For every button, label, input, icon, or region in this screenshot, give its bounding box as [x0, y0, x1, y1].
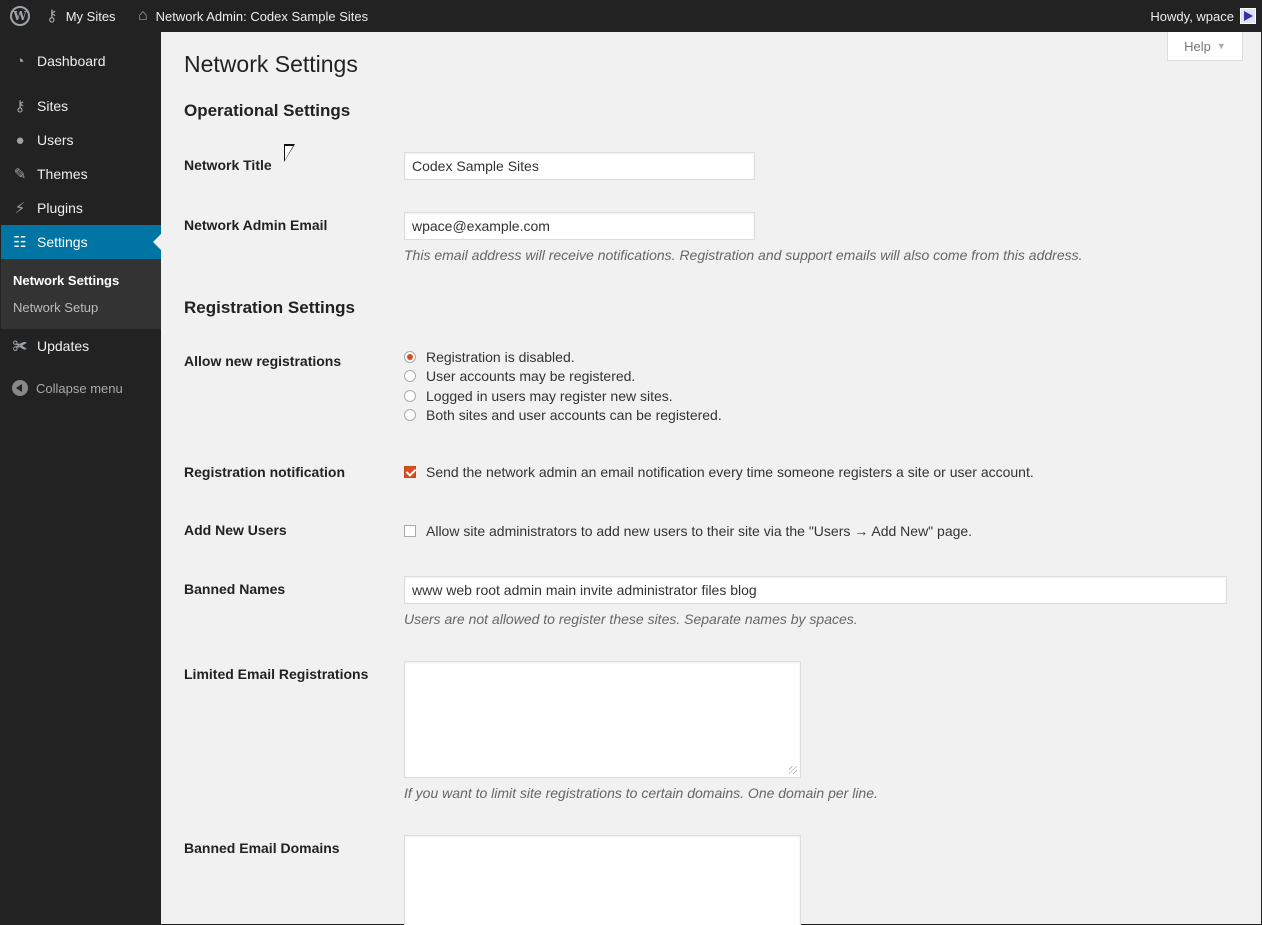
registration-option-disabled[interactable]	[404, 349, 575, 365]
mouse-cursor-icon	[284, 144, 295, 162]
registration-notification-label: Registration notification	[184, 464, 345, 480]
registration-notification-option[interactable]	[404, 464, 1034, 480]
radio-button[interactable]	[404, 409, 416, 421]
admin-email-input[interactable]: wpace@example.com	[404, 212, 755, 240]
menu-label: Dashboard	[37, 53, 106, 69]
caret-down-icon: ▼	[1216, 41, 1226, 51]
collapse-menu-button[interactable]	[1, 380, 123, 396]
menu-label: Users	[37, 132, 74, 148]
menu-updates[interactable]	[1, 329, 161, 363]
registration-settings-heading: Registration Settings	[184, 298, 355, 317]
notification-checkbox[interactable]	[404, 466, 416, 478]
wrench-icon: ✀	[12, 337, 28, 355]
collapse-label: Collapse menu	[36, 380, 123, 396]
registration-option-sites[interactable]	[404, 388, 673, 404]
menu-label: Themes	[37, 166, 88, 182]
registration-option-users[interactable]	[404, 368, 635, 384]
network-admin-label: Network Admin: Codex Sample Sites	[155, 8, 369, 24]
settings-icon: ☷	[13, 234, 27, 251]
help-button[interactable]	[1167, 32, 1243, 61]
menu-label: Settings	[37, 234, 88, 250]
wp-logo-mark: W	[10, 6, 30, 26]
account-menu[interactable]	[1150, 0, 1256, 32]
admin-sidebar	[1, 32, 161, 925]
network-admin-link[interactable]	[138, 0, 368, 32]
admin-bar	[1, 0, 1262, 32]
menu-label: Updates	[37, 338, 90, 354]
radio-button[interactable]	[404, 370, 416, 382]
option-label: Send the network admin an email notification every time someone registers a site or user account.	[426, 464, 1034, 480]
howdy-label: Howdy, wpace	[1150, 8, 1234, 24]
wordpress-logo-icon[interactable]	[10, 0, 30, 32]
my-sites-link[interactable]	[46, 0, 116, 32]
page-title: Network Settings	[184, 51, 358, 77]
brush-icon: ✎	[13, 166, 27, 183]
key-icon: ⚷	[46, 8, 58, 25]
limited-email-label: Limited Email Registrations	[184, 666, 369, 682]
limited-email-description: If you want to limit site registrations to certain domains. One domain per line.	[404, 785, 878, 801]
radio-button[interactable]	[404, 390, 416, 402]
home-icon: ⌂	[138, 7, 148, 24]
avatar	[1240, 8, 1256, 24]
network-title-label: Network Title	[184, 157, 272, 173]
operational-settings-heading: Operational Settings	[184, 101, 351, 120]
gauge-icon: ◔	[15, 52, 25, 70]
submenu-network-setup[interactable]: Network Setup	[13, 300, 99, 315]
menu-themes[interactable]	[1, 157, 161, 191]
menu-sites[interactable]	[1, 89, 161, 123]
option-label: Both sites and user accounts can be registered.	[426, 407, 722, 423]
menu-dashboard[interactable]	[1, 44, 161, 78]
menu-plugins[interactable]	[1, 191, 161, 225]
menu-settings[interactable]	[1, 225, 161, 259]
menu-label: Sites	[37, 98, 69, 114]
banned-names-input[interactable]: www web root admin main invite administrator files blog	[404, 576, 1227, 604]
banned-domains-textarea[interactable]	[404, 835, 801, 925]
key-icon: ⚷	[14, 98, 26, 115]
menu-label: Plugins	[37, 200, 83, 216]
network-title-input[interactable]: Codex Sample Sites	[404, 152, 755, 180]
limited-email-textarea[interactable]	[404, 661, 801, 778]
admin-email-label: Network Admin Email	[184, 217, 328, 233]
admin-email-description: This email address will receive notifications. Registration and support emails will also come from this address.	[404, 247, 1083, 263]
option-label: Registration is disabled.	[426, 349, 575, 365]
submenu-network-settings[interactable]: Network Settings	[13, 273, 120, 288]
help-label: Help	[1184, 38, 1211, 54]
banned-names-label: Banned Names	[184, 581, 286, 597]
banned-names-description: Users are not allowed to register these sites. Separate names by spaces.	[404, 611, 858, 627]
plug-icon: ⚡	[14, 200, 26, 217]
resize-grip-icon[interactable]	[789, 766, 797, 774]
collapse-arrow-icon	[12, 380, 28, 396]
menu-users[interactable]	[1, 123, 161, 157]
my-sites-label: My Sites	[65, 8, 116, 24]
add-new-users-option[interactable]	[404, 523, 972, 539]
add-users-checkbox[interactable]	[404, 525, 416, 537]
banned-domains-label: Banned Email Domains	[184, 840, 340, 856]
add-new-users-label: Add New Users	[184, 522, 287, 538]
option-label: Logged in users may register new sites.	[426, 388, 673, 404]
option-label: User accounts may be registered.	[426, 368, 636, 384]
allow-registrations-label: Allow new registrations	[184, 353, 342, 369]
settings-submenu	[1, 259, 161, 329]
user-icon: ●	[15, 131, 25, 149]
option-label: Allow site administrators to add new users to their site via the "Users → Add New" page.	[426, 523, 973, 539]
registration-option-both[interactable]	[404, 407, 722, 423]
main-content	[162, 32, 1261, 925]
radio-button[interactable]	[404, 351, 416, 363]
